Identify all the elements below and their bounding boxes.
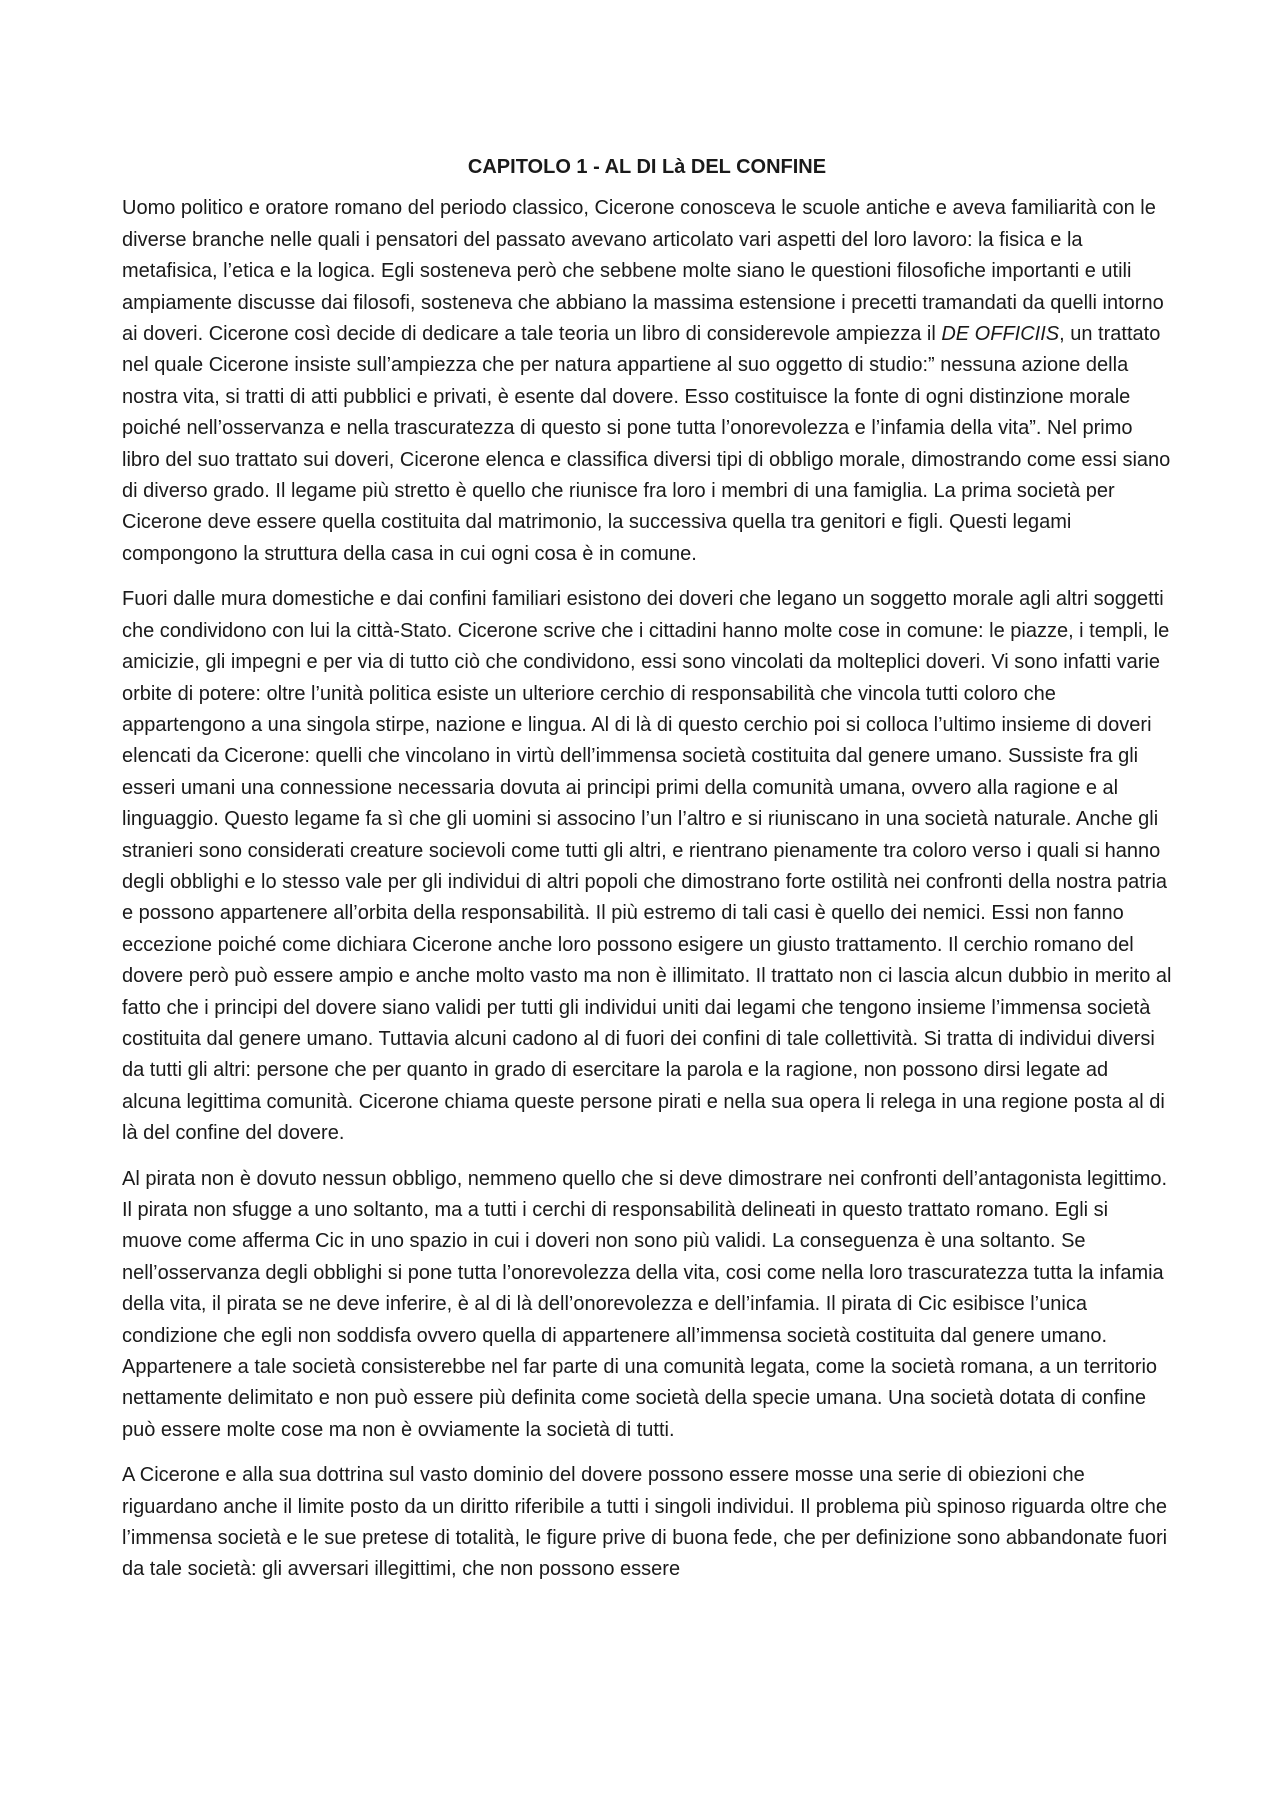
paragraph-1 [122,193,1172,570]
document-body [122,152,1172,1600]
paragraph-1-text-b: , un trattato nel quale Cicerone insiste sull’ampiezza che per natura appartiene al suo oggetto di studio:” nessuna azione della nostra vita, si tratti di atti pubblici e privati, è esente dal dovere. Esso costituisce la fonte di ogni distinzione morale poiché nell’osservanza e nella trascuratezza di questo si pone tutta l’onorevolezza e l’infamia della vita”. Nel primo libro del suo trattato sui doveri, Cicerone elenca e classifica diversi tipi di obbligo morale, dimostrando come essi siano di diverso grado. Il legame più stretto è quello che riunisce fra loro i membri di una famiglia. La prima società per Cicerone deve essere quella costituita dal matrimonio, la successiva quella tra genitori e figli. Questi legami compongono la struttura della casa in cui ogni cosa è in comune. [122,323,1171,565]
chapter-title: CAPITOLO 1 - AL DI Là DEL CONFINE [467,156,827,178]
paragraph-3: Al pirata non è dovuto nessun obbligo, nemmeno quello che si deve dimostrare nei confronti dell’antagonista legittimo. Il pirata non sfugge a uno soltanto, ma a tutti i cerchi di responsabilità delineati in questo trattato romano. Egli si muove come afferma Cic in uno spazio in cui i doveri non sono più validi. La conseguenza è una soltanto. Se nell’osservanza degli obblighi si pone tutta l’onorevolezza della vita, cosi come nella loro trascuratezza tutta la infamia della vita, il pirata se ne deve inferire, è al di là dell’onorevolezza e dell’infamia. Il pirata di Cic esibisce l’unica condizione che egli non soddisfa ovvero quella di appartenere all’immensa società costituita dal genere umano. Appartenere a tale società consisterebbe nel far parte di una comunità legata, come la società romana, a un territorio nettamente delimitato e non può essere più definita come società della specie umana. Una società dotata di confine può essere molte cose ma non è ovviamente la società di tutti. [122,1167,1168,1441]
paragraph-4: A Cicerone e alla sua dottrina sul vasto dominio del dovere possono essere mosse una serie di obiezioni che riguardano anche il limite posto da un diritto riferibile a tutti i singoli individui. Il problema più spinoso riguarda oltre che l’immensa società e le sue pretese di totalità, le figure prive di buona fede, che per definizione sono abbandonate fuori da tale società: gli avversari illegittimi, che non possono essere [122,1464,1168,1581]
book-title-italic: DE OFFICIIS [941,323,1060,346]
paragraph-1-text-a: Uomo politico e oratore romano del periodo classico, Cicerone conosceva le scuole antiche e aveva familiarità con le diverse branche nelle quali i pensatori del passato avevano articolato vari aspetti del loro lavoro: la fisica e la metafisica, l’etica e la logica. Egli sosteneva però che sebbene molte siano le questioni filosofiche importanti e utili ampiamente discusse dai filosofi, sosteneva che abbiano la massima estensione i precetti tramandati da quelli intorno ai doveri. Cicerone così decide di dedicare a tale teoria un libro di considerevole ampiezza il [122,197,1164,346]
paragraph-2: Fuori dalle mura domestiche e dai confini familiari esistono dei doveri che legano un soggetto morale agli altri soggetti che condividono con lui la città-Stato. Cicerone scrive che i cittadini hanno molte cose in comune: le piazze, i templi, le amicizie, gli impegni e per via di tutto ciò che condividono, essi sono vincolati da molteplici doveri. Vi sono infatti varie orbite di potere: oltre l’unità politica esiste un ulteriore cerchio di responsabilità che vincola tutti coloro che appartengono a una singola stirpe, nazione e lingua. Al di là di questo cerchio poi si colloca l’ultimo insieme di doveri elencati da Cicerone: quelli che vincolano in virtù dell’immensa società costituita dal genere umano. Sussiste fra gli esseri umani una connessione necessaria dovuta ai principi primi della comunità umana, ovvero alla ragione e al linguaggio. Questo legame fa sì che gli uomini si associno l’un l’altro e si riuniscano in una società naturale. Anche gli stranieri sono considerati creature socievoli come tutti gli altri, e rientrano pienamente tra coloro verso i quali si hanno degli obblighi e lo stesso vale per gli individui di altri popoli che dimostrano forte ostilità nei confronti della nostra patria e possono appartenere all’orbita della responsabilità. Il più estremo di tali casi è quello dei nemici. Essi non fanno eccezione poiché come dichiara Cicerone anche loro possono esigere un giusto trattamento. Il cerchio romano del dovere però può essere ampio e anche molto vasto ma non è illimitato. Il trattato non ci lascia alcun dubbio in merito al fatto che i principi del dovere siano validi per tutti gli individui uniti dai legami che tengono insieme l’immensa società costituita dal genere umano. Tuttavia alcuni cadono al di fuori dei confini di tale collettività. Si tratta di individui diversi da tutti gli altri: persone che per quanto in grado di esercitare la parola e la ragione, non possono dirsi legate ad alcuna legittima comunità. Cicerone chiama queste persone pirati e nella sua opera li relega in una regione posta al di là del confine del dovere. [122,588,1172,1145]
